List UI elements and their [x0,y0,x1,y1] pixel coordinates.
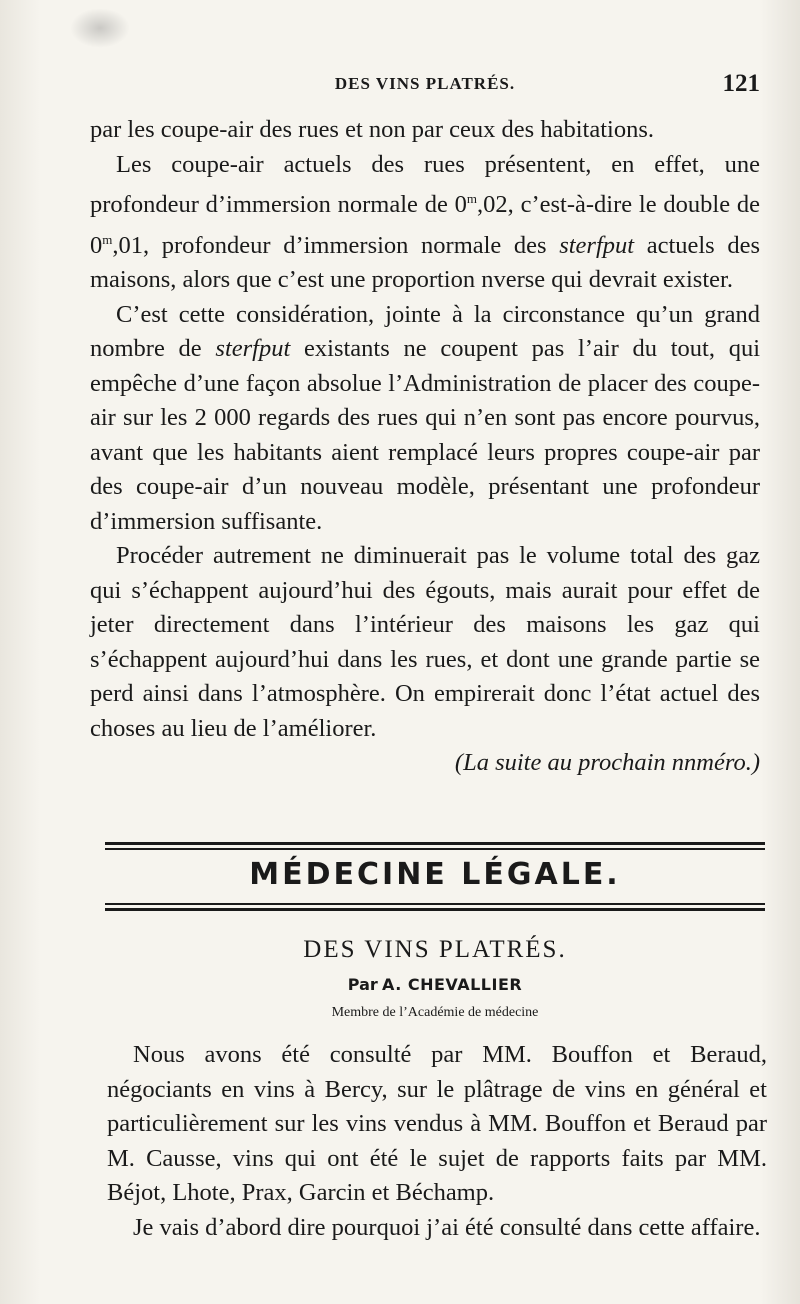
unit-superscript: m [466,191,478,206]
rule-line [105,908,765,911]
page-header [90,70,760,104]
text-run: Les coupe-air actuels des rues présentent, en effet, une profondeur d’immersion normale de 0 [90,150,760,219]
unit-superscript: m [102,231,113,247]
page-number: 121 [722,70,760,97]
rule-line [105,903,765,905]
paragraph [90,298,760,540]
text-run: actuels des maisons, alors que c’est une proportion nverse qui devrait exister. [90,231,760,294]
byline [105,975,765,995]
italic-term: sterfput [215,335,291,363]
running-title: DES VINS PLATRÉS. [334,74,516,93]
text-run: ,01, profondeur d’immersion normale des [112,231,560,259]
author-affiliation: Membre de l’Académie de médecine [331,1005,539,1020]
rule-line [105,848,765,850]
rule-line [105,842,765,845]
section-rule-bottom [105,903,765,911]
byline-prefix: Par [347,975,378,994]
text-run: ,02, c’est-à-dire le double de 0 [90,191,760,259]
ink-smudge [70,8,130,48]
paragraph [90,148,760,298]
text-run: existants ne coupent pas l’air du tout, qui empêche d’une façon absolue l’Administration de placer des coupe-air sur les 2 000 regards des rues qui n’en sont pas encore pourvus, avant que les habitants aient remplacé leurs propres coupe-air par des coupe-air d’un nouveau modèle, présentant une profondeur d’immersion suffisante. [90,335,760,535]
paragraph: Nous avons été consulté par MM. Bouffon et Beraud, négociants en vins à Bercy, sur le plâtrage de vins en général et particulièrement sur les vins vendus à MM. Bouffon et Beraud par M. Causse, vins qui ont été le sujet de rapports faits par MM. Béjot, Lhote, Prax, Garcin et Béchamp. [107,1041,767,1206]
paragraph: Je vais d’abord dire pourquoi j’ai été consulté dans cette affaire. [133,1213,761,1241]
section-rule-top [105,842,765,850]
continuation-note: (La suite au prochain nnméro.) [454,749,760,777]
author-name: A. CHEVALLIER [382,975,523,994]
paragraph-continuation: par les coupe-air des rues et non par ceux des habitations. [90,116,654,143]
section-title: MÉDECINE LÉGALE. [249,857,621,892]
previous-article-text [90,113,760,781]
italic-term: sterfput [559,231,635,259]
article-title: DES VINS PLATRÉS. [303,936,567,963]
article-text [107,1038,767,1245]
paragraph: Procéder autrement ne diminuerait pas le volume total des gaz qui s’échappent aujourd’hui des égouts, mais aurait pour effet de jeter directement dans l’intérieur des maisons les gaz qui s’échappent aujourd’hui dans les rues, et dont une grande partie se perd ainsi dans l’atmosphère. On empirerait donc l’état actuel des choses au lieu de l’améliorer. [90,542,760,742]
text-run: C’est cette considération, jointe à la circonstance qu’un grand nombre de [90,300,760,363]
